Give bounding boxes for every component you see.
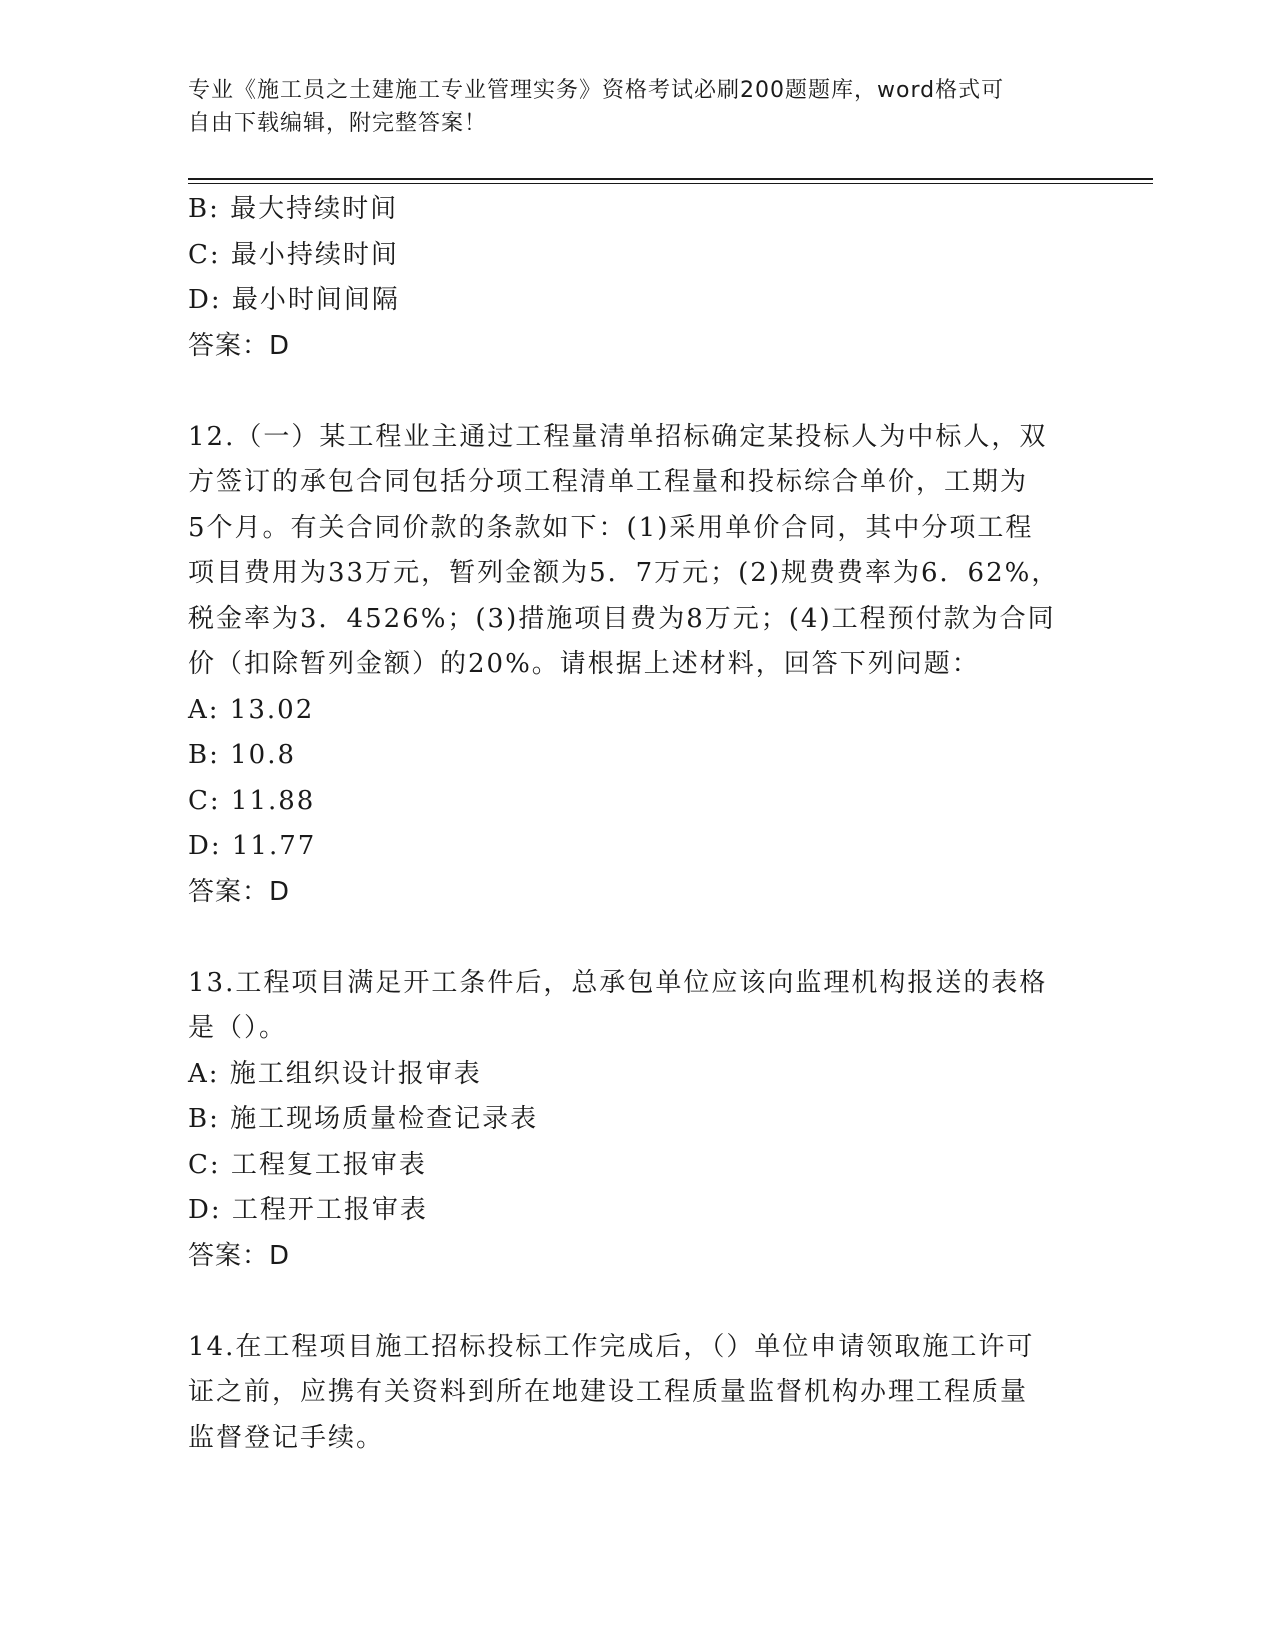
answer-line: 答案：D bbox=[188, 876, 291, 907]
header-divider-thick bbox=[188, 178, 1153, 180]
answer-line: 答案：D bbox=[188, 1240, 291, 1271]
option-line: B: 10.8 bbox=[188, 740, 297, 770]
spacer bbox=[188, 1279, 1088, 1325]
question-text-line: 监督登记手续。 bbox=[188, 1422, 385, 1453]
question-13 bbox=[188, 961, 1088, 1280]
header-line-1: 专业《施工员之土建施工专业管理实务》资格考试必刷200题题库，word格式可 bbox=[188, 78, 1005, 103]
question-text-line: 12.（一）某工程业主通过工程量清单招标确定某投标人为中标人，双 bbox=[188, 421, 1048, 452]
question-14 bbox=[188, 1325, 1088, 1462]
previous-question-tail bbox=[188, 187, 1088, 369]
question-text-line: 5个月。有关合同价款的条款如下：(1)采用单价合同，其中分项工程 bbox=[188, 512, 1034, 543]
header-divider-thin bbox=[188, 183, 1153, 184]
question-text-line: 价（扣除暂列金额）的20%。请根据上述材料，回答下列问题： bbox=[188, 649, 980, 679]
option-line: D: 最小时间间隔 bbox=[188, 285, 400, 315]
option-line: C: 工程复工报审表 bbox=[188, 1149, 427, 1180]
page-header bbox=[188, 74, 1068, 140]
option-line: C: 11.88 bbox=[188, 785, 316, 816]
question-text-line: 证之前，应携有关资料到所在地建设工程质量监督机构办理工程质量 bbox=[188, 1377, 1029, 1407]
spacer bbox=[188, 915, 1088, 961]
option-line: B: 施工现场质量检查记录表 bbox=[188, 1104, 539, 1134]
question-text-line: 13.工程项目满足开工条件后，总承包单位应该向监理机构报送的表格 bbox=[188, 967, 1048, 998]
header-line-2: 自由下载编辑，附完整答案！ bbox=[188, 111, 488, 136]
option-line: A: 13.02 bbox=[188, 694, 315, 725]
question-text-line: 项目费用为33万元，暂列金额为5．7万元；(2)规费费率为6．62%， bbox=[188, 558, 1060, 588]
option-line: D: 工程开工报审表 bbox=[188, 1195, 428, 1225]
question-12 bbox=[188, 415, 1088, 916]
option-line: A: 施工组织设计报审表 bbox=[188, 1058, 482, 1089]
question-text-line: 是（）。 bbox=[188, 1013, 288, 1043]
question-text-line: 税金率为3．4526%；(3)措施项目费为8万元；(4)工程预付款为合同 bbox=[188, 603, 1056, 634]
option-line: D: 11.77 bbox=[188, 831, 317, 861]
question-text-line: 14.在工程项目施工招标投标工作完成后，（）单位申请领取施工许可 bbox=[188, 1331, 1035, 1362]
document-body bbox=[188, 187, 1088, 1461]
question-text-line: 方签订的承包合同包括分项工程清单工程量和投标综合单价，工期为 bbox=[188, 467, 1029, 497]
spacer bbox=[188, 369, 1088, 415]
option-line: B: 最大持续时间 bbox=[188, 194, 399, 224]
option-line: C: 最小持续时间 bbox=[188, 239, 399, 270]
answer-line: 答案：D bbox=[188, 330, 291, 361]
